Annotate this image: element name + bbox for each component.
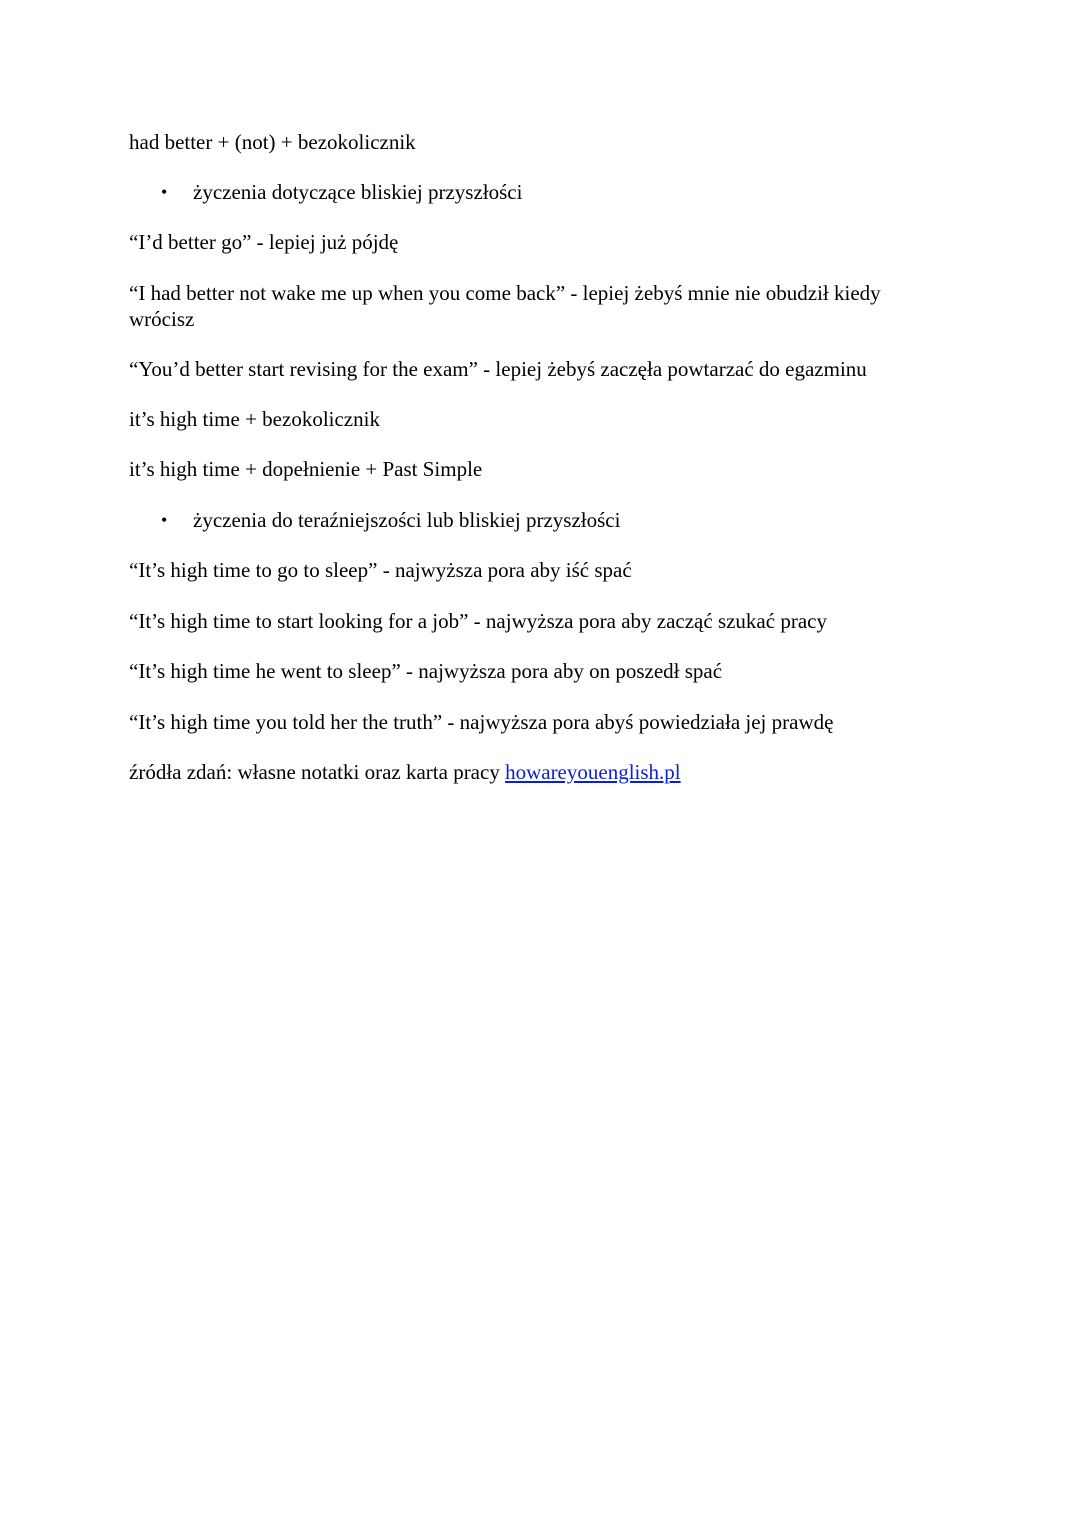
heading-had-better: had better + (not) + bezokolicznik: [129, 130, 416, 154]
example-sentence: “It’s high time he went to sleep” - najwyższa pora aby on poszedł spać: [129, 659, 723, 683]
example-sentence: “You’d better start revising for the exam” - lepiej żebyś zaczęła powtarzać do egazminu: [129, 357, 867, 381]
bullet-text: życzenia do teraźniejszości lub bliskiej przyszłości: [193, 508, 621, 532]
example-sentence: “It’s high time to go to sleep” - najwyższa pora aby iść spać: [129, 558, 632, 582]
example-sentence: “I’d better go” - lepiej już pójdę: [129, 230, 399, 254]
source-note: [129, 759, 929, 785]
source-prefix: źródła zdań: własne notatki oraz karta pracy: [129, 760, 506, 784]
example-sentence: “It’s high time you told her the truth” - najwyższa pora abyś powiedziała jej prawdę: [129, 710, 834, 734]
heading-high-time: it’s high time + bezokolicznik: [129, 407, 380, 431]
source-link[interactable]: howareyouenglish.pl: [505, 760, 681, 784]
heading-high-time-past: it’s high time + dopełnienie + Past Simple: [129, 457, 483, 481]
bullet-icon: •: [161, 182, 168, 202]
bullet-text: życzenia dotyczące bliskiej przyszłości: [193, 180, 523, 204]
bullet-icon: •: [161, 510, 168, 530]
example-sentence: “It’s high time to start looking for a job” - najwyższa pora aby zacząć szukać pracy: [129, 609, 827, 633]
example-sentence: “I had better not wake me up when you come back” - lepiej żebyś mnie nie obudził kiedy wrócisz: [129, 281, 881, 331]
